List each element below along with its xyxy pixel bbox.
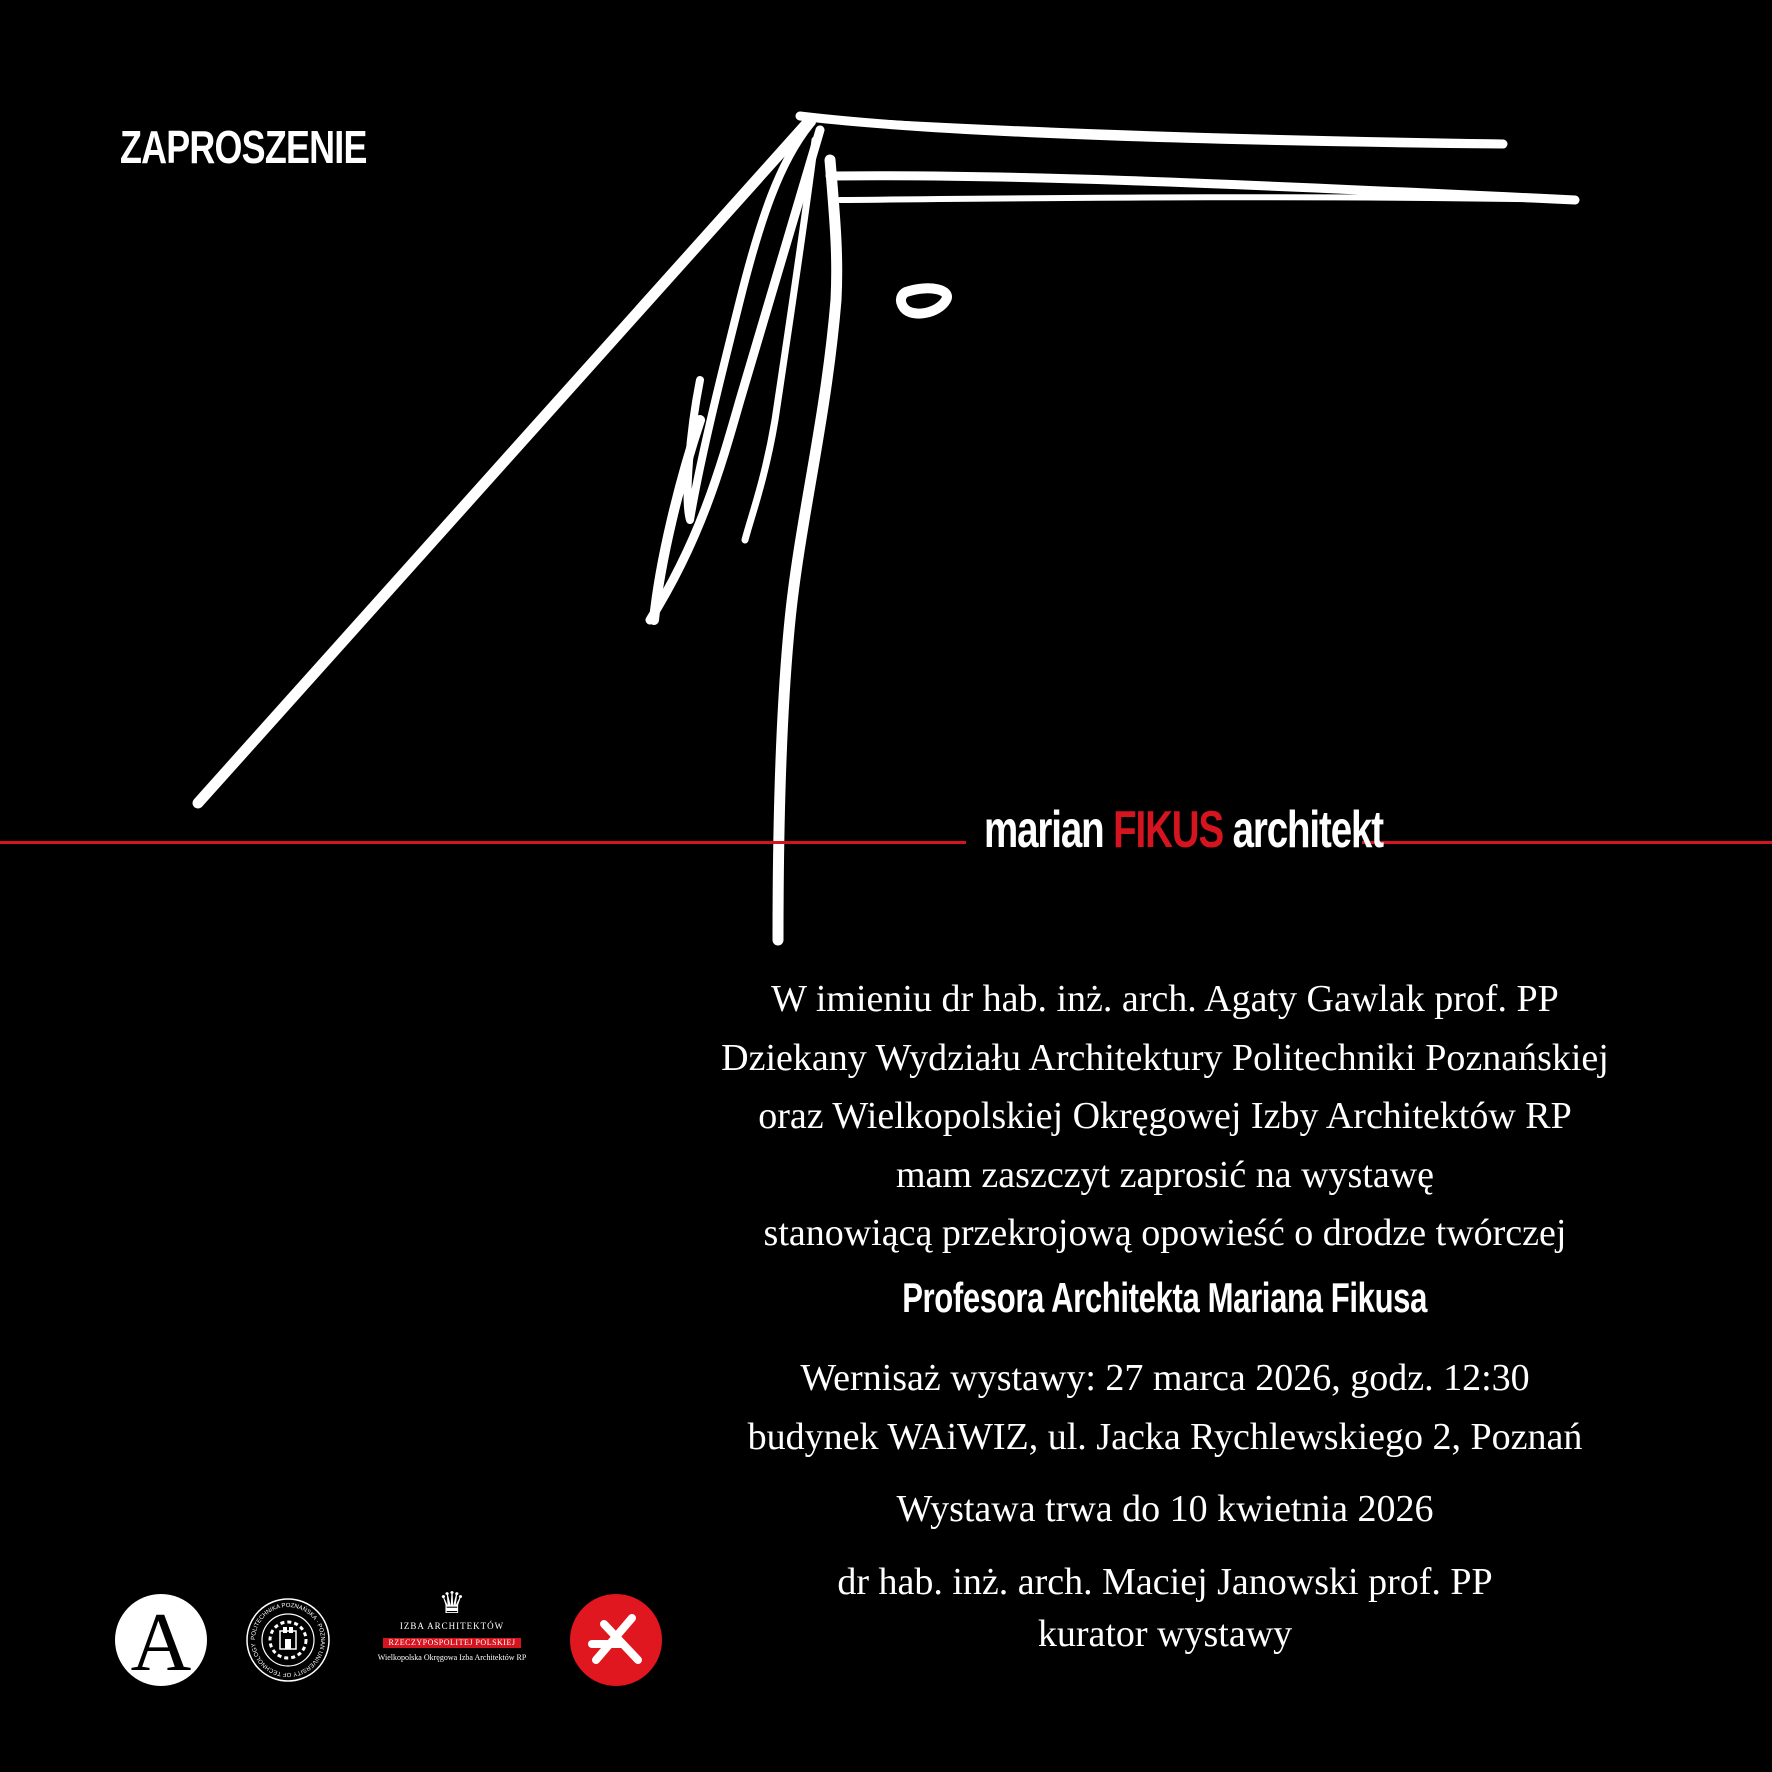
red-rule-left bbox=[0, 841, 966, 844]
invitation-line: W imieniu dr hab. inż. arch. Agaty Gawlak prof. PP bbox=[771, 978, 1559, 1020]
izba-architektow-logo bbox=[367, 1587, 537, 1687]
politechnika-poznanska-seal bbox=[245, 1597, 331, 1683]
title-first-name: marian bbox=[984, 801, 1104, 859]
pp-ring-text: POLITECHNIKA POZNAŃSKA · POZNAN UNIVERSITY OF TECHNOLOGY bbox=[250, 1602, 326, 1678]
sketch-eye bbox=[901, 288, 947, 313]
eagle-icon: ♛ bbox=[438, 1587, 466, 1620]
iarp-line3: Wielkopolska Okręgowa Izba Architektów RP bbox=[377, 1653, 527, 1662]
title-surname: FIKUS bbox=[1113, 801, 1224, 859]
venue-address: budynek WAiWIZ, ul. Jacka Rychlewskiego 2, Poznań bbox=[747, 1415, 1583, 1458]
red-rule-right bbox=[1362, 841, 1772, 844]
vernissage-date: Wernisaż wystawy: 27 marca 2026, godz. 12:30 bbox=[800, 1357, 1530, 1399]
curator-name: dr hab. inż. arch. Maciej Janowski prof. PP bbox=[837, 1560, 1493, 1603]
sketch-vertical-stroke bbox=[778, 160, 837, 940]
exhibition-duration: Wystawa trwa do 10 kwietnia 2026 bbox=[896, 1488, 1434, 1530]
exhibition-title bbox=[984, 800, 1383, 860]
invitation-body bbox=[600, 970, 1730, 1657]
iarp-line2: RZECZYPOSPOLITEJ POLSKIEJ bbox=[383, 1638, 522, 1648]
partner-logos bbox=[115, 1585, 675, 1695]
a-logo-letter: A bbox=[130, 1596, 192, 1689]
invitation-line: Dziekany Wydziału Architektury Politechniki Poznańskiej bbox=[721, 1036, 1609, 1079]
iarp-line1: IZBA ARCHITEKTÓW bbox=[399, 1621, 505, 1631]
red-circle-logo bbox=[570, 1594, 662, 1686]
invitation-line: stanowiącą przekrojową opowieść o drodze twórczej bbox=[763, 1212, 1567, 1254]
crossed-strokes-icon bbox=[570, 1594, 662, 1686]
title-profession: architekt bbox=[1232, 801, 1384, 859]
header-label: ZAPROSZENIE bbox=[120, 121, 367, 173]
curator-role: kurator wystawy bbox=[1037, 1613, 1293, 1655]
invitation-line: oraz Wielkopolskiej Okręgowej Izby Architektów RP bbox=[758, 1095, 1572, 1137]
honoree-name: Profesora Architekta Mariana Fikusa bbox=[902, 1273, 1428, 1321]
invitation-line: mam zaszczyt zaprosić na wystawę bbox=[895, 1153, 1435, 1196]
a-logo bbox=[115, 1594, 207, 1689]
